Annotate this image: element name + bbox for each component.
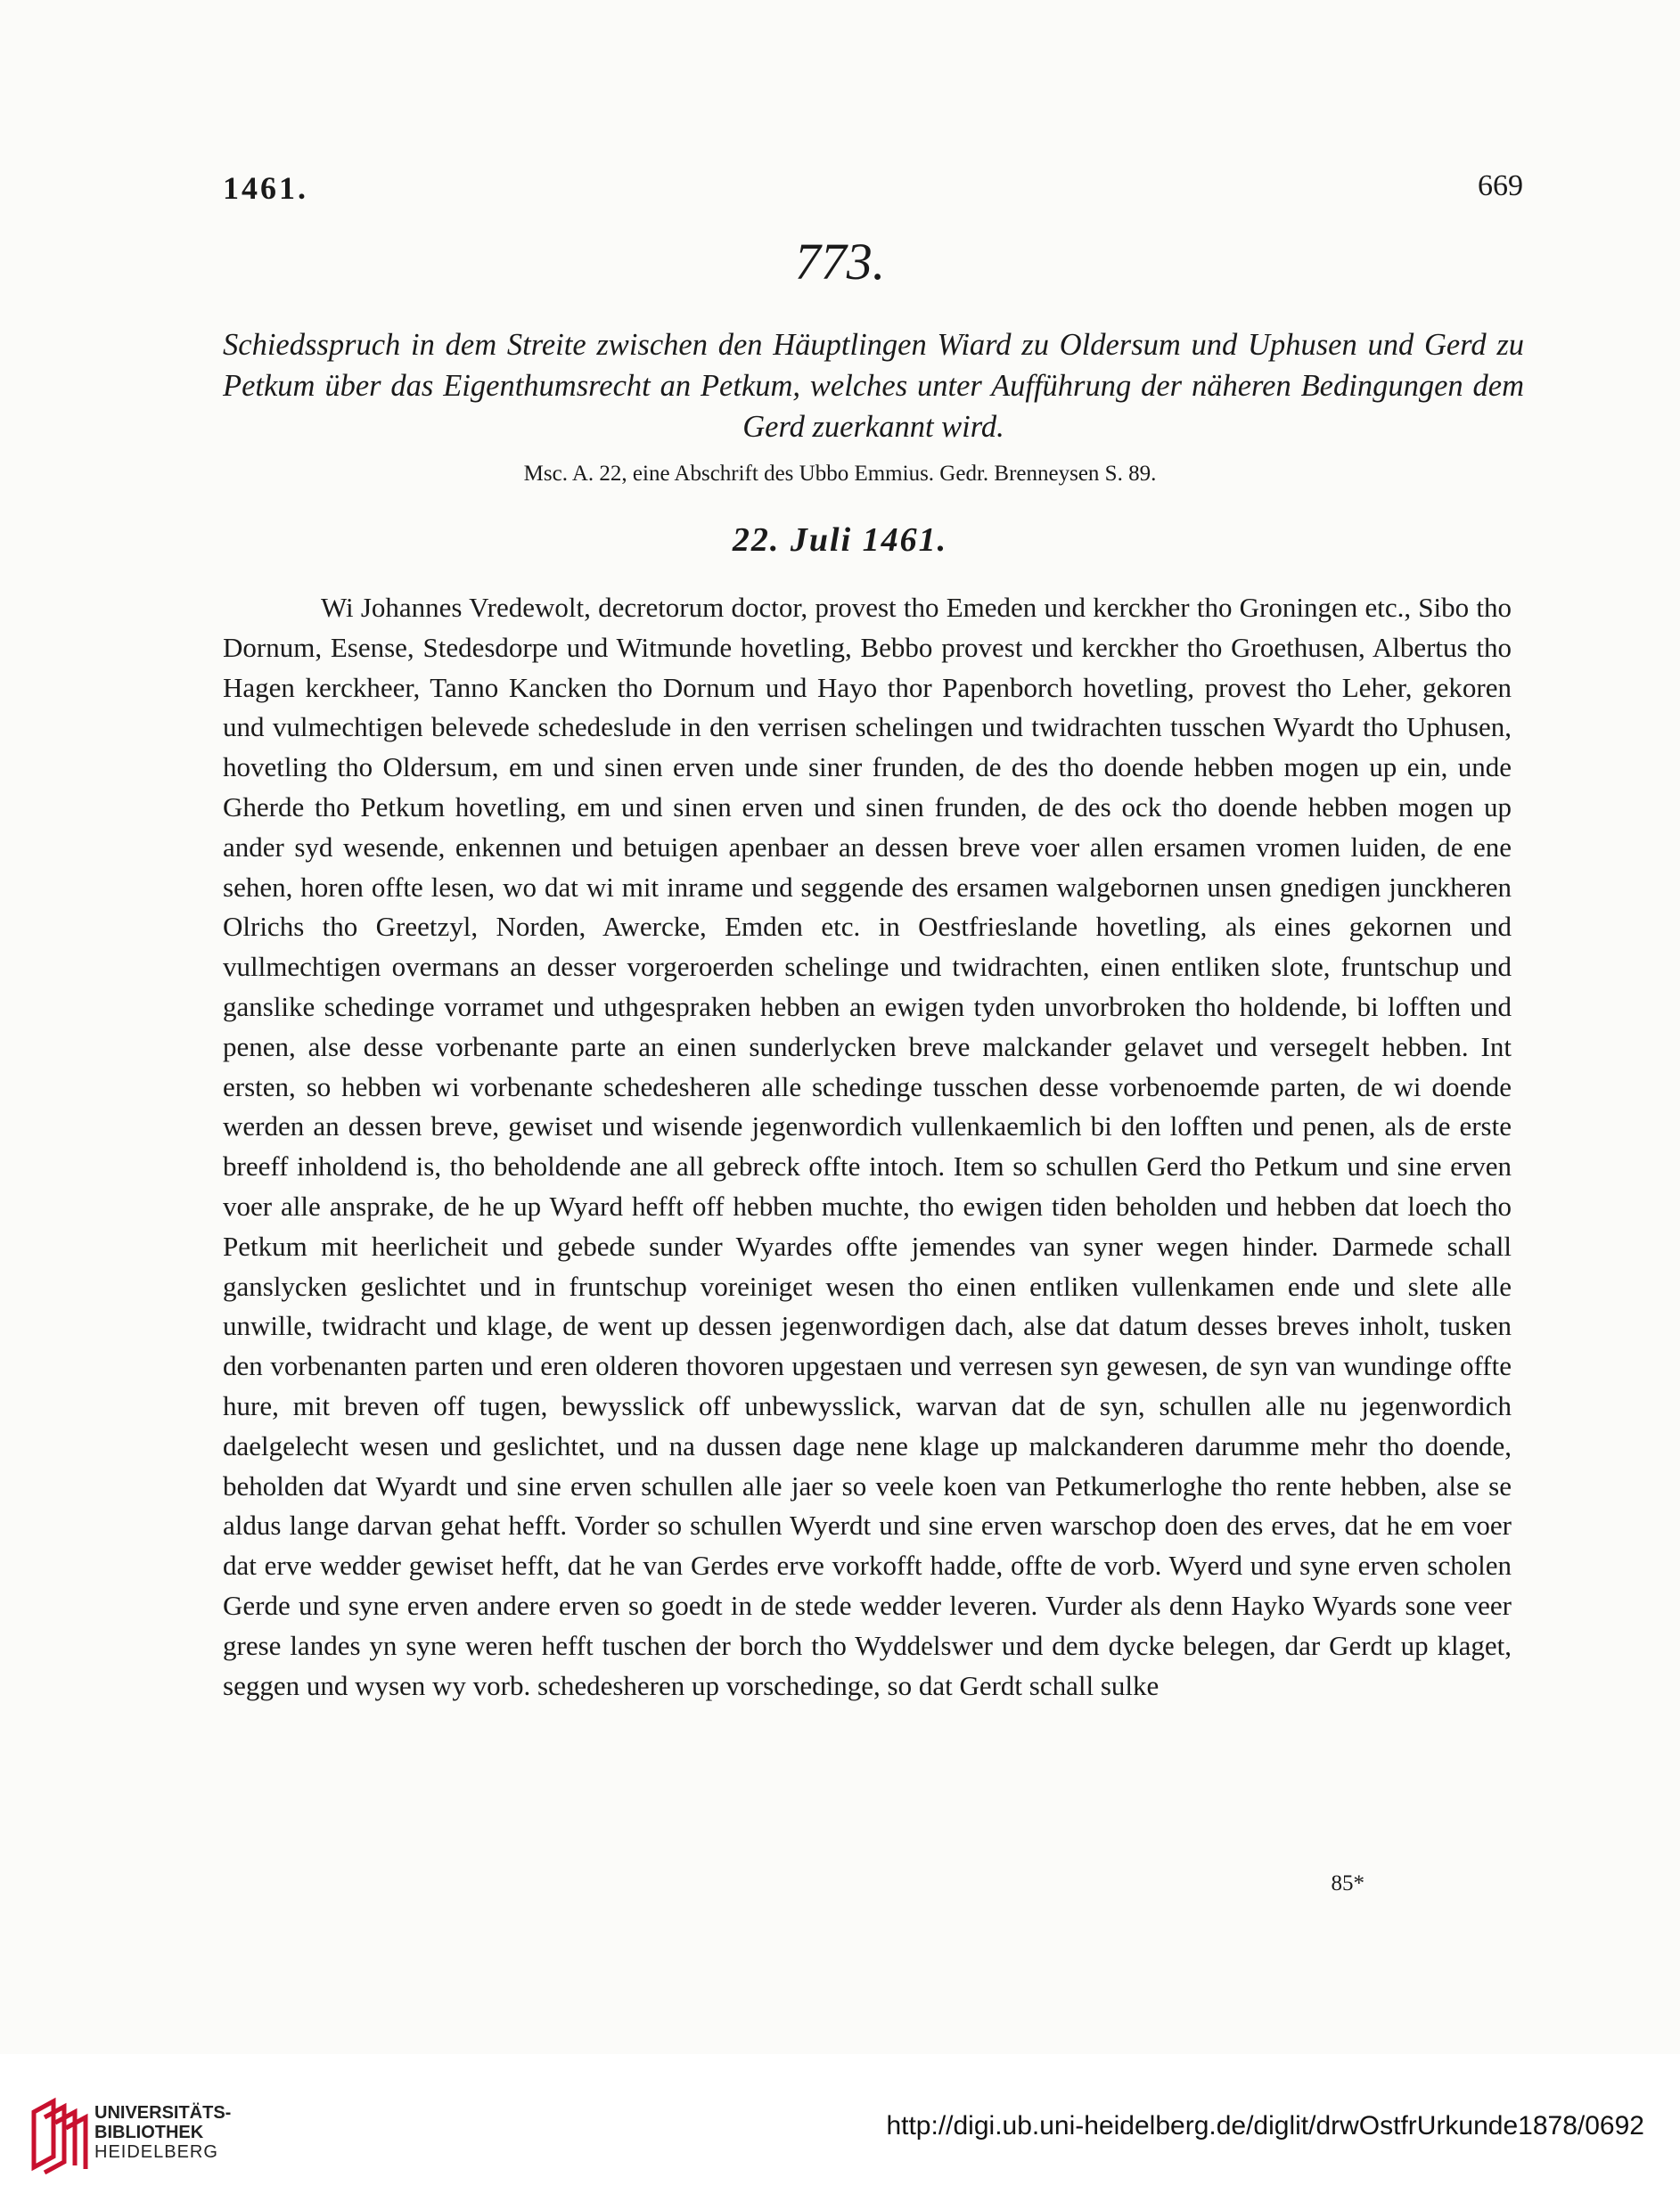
running-head-year: 1461.	[223, 170, 308, 206]
footer-bar	[0, 2054, 1680, 2202]
library-book-logo-icon	[27, 2094, 91, 2174]
document-date: 22. Juli 1461.	[732, 521, 948, 559]
document-summary: Schiedsspruch in dem Streite zwischen den Häuptlingen Wiard zu Oldersum und Uphusen und Gerd zu Petkum über das Eigenthumsrecht an Petkum, welches unter Aufführung der näheren Bedingungen dem Gerd zuerkannt wird.	[223, 328, 1524, 444]
document-body: Wi Johannes Vredewolt, decretorum doctor, provest tho Emeden und kerckher tho Groningen etc., Sibo tho Dornum, Esense, Stedesdorpe und Witmunde hovetling, Bebbo provest und kerckher tho Groethusen, Albertus tho Hagen kerckheer, Tanno Kancken tho Dornum und Hayo thor Papenborch hovetling, provest tho Leher, gekoren und vulmechtigen belevede schedeslude in den verrisen schelingen und twidrachten tusschen Wyardt tho Uphusen, hovetling tho Oldersum, em und sinen erven unde siner frunden, de des tho doende hebben mogen up ein, unde Gherde tho Petkum hovetling, em und sinen erven und sinen frunden, de des ock tho doende hebben mogen up ander syd wesende, enkennen und betuigen apenbaer an dessen breve voer allen ersamen vromen luiden, de ene sehen, horen offte lesen, wo dat wi mit inrame und seggende des ersamen walgebornen unsen gnedigen junckheren Olrichs tho Greetzyl, Norden, Awercke, Emden etc. in Oestfrieslande hovetling, als eines gekornen und vullmechtigen overmans an desser vorgeroerden schelinge und twidrachten, einen entliken slote, fruntschup und ganslike schedinge vorramet und uthgespraken hebben an ewigen tyden unvorbroken tho holdende, bi lofften und penen, alse desse vorbenante parte an einen sunderlycken breve malckander gelavet und versegelt hebben. Int ersten, so hebben wi vorbenante schedesheren alle schedinge tusschen desse vorbenoemde parten, de wi doende werden an dessen breve, gewiset und wisende jegenwordich vullenkaemlich bi den lofften und penen, als de erste breeff inholdend is, tho beholdende ane all gebreck offte intoch. Item so schullen Gerd tho Petkum und sine erven voer alle ansprake, de he up Wyard hefft off hebben muchte, tho ewigen tiden beholden und hebben dat loech tho Petkum mit heerlicheit und gebede sunder Wyardes offte jemendes van syner wegen hinder. Darmede schall ganslycken geslichtet und in fruntschup voreiniget wesen tho einen entliken vullenkamen ende und slete alle unwille, twidracht und klage, de went up dessen jegenwordigen dach, alse dat datum desses breves inholt, tusken den vorbenanten parten und eren olderen thovoren upgestaen und verresen syn gewesen, de syn van wundinge offte hure, mit breven off tugen, bewysslick off unbewysslick, warvan dat de syn, schullen alle nu jegenwordich daelgelecht wesen und geslichtet, und na dussen dage nene klage up malckanderen darumme mehr tho doende, beholden dat Wyardt und sine erven schullen alle jaer so veele koen van Petkumerloghe tho rente hebben, alse se aldus lange darvan gehat hefft. Vorder so schullen Wyerdt und sine erven warschop doen des erves, dat he em voer dat erve wedder gewiset hefft, dat he van Gerdes erve vorkofft hadde, offte de vorb. Wyerd und syne erven scholen Gerde und syne erven andere erven so goedt in de stede wedder leveren. Vurder als denn Hayko Wyards sone veer grese landes yn syne weren hefft tuschen der borch tho Wyddelswer und dem dycke belegen, dar Gerdt up klaget, seggen und wysen wy vorb. schedesheren up vorschedinge, so dat Gerdt schall sulke	[223, 592, 1512, 1701]
source-url[interactable]: http://digi.ub.uni-heidelberg.de/diglit/drwOstfrUrkunde1878/0692	[886, 2111, 1644, 2141]
institution-line-2: BIBLIOTHEK	[94, 2123, 204, 2142]
document-number: 773.	[794, 233, 886, 291]
page-number: 669	[1478, 169, 1523, 202]
institution-line-1: UNIVERSITÄTS-	[94, 2103, 232, 2123]
institution-line-3: HEIDELBERG	[94, 2142, 218, 2162]
source-note: Msc. A. 22, eine Abschrift des Ubbo Emmius. Gedr. Brenneysen S. 89.	[523, 462, 1157, 486]
institution-name	[94, 2103, 231, 2162]
signature-mark: 85*	[1331, 1871, 1364, 1895]
